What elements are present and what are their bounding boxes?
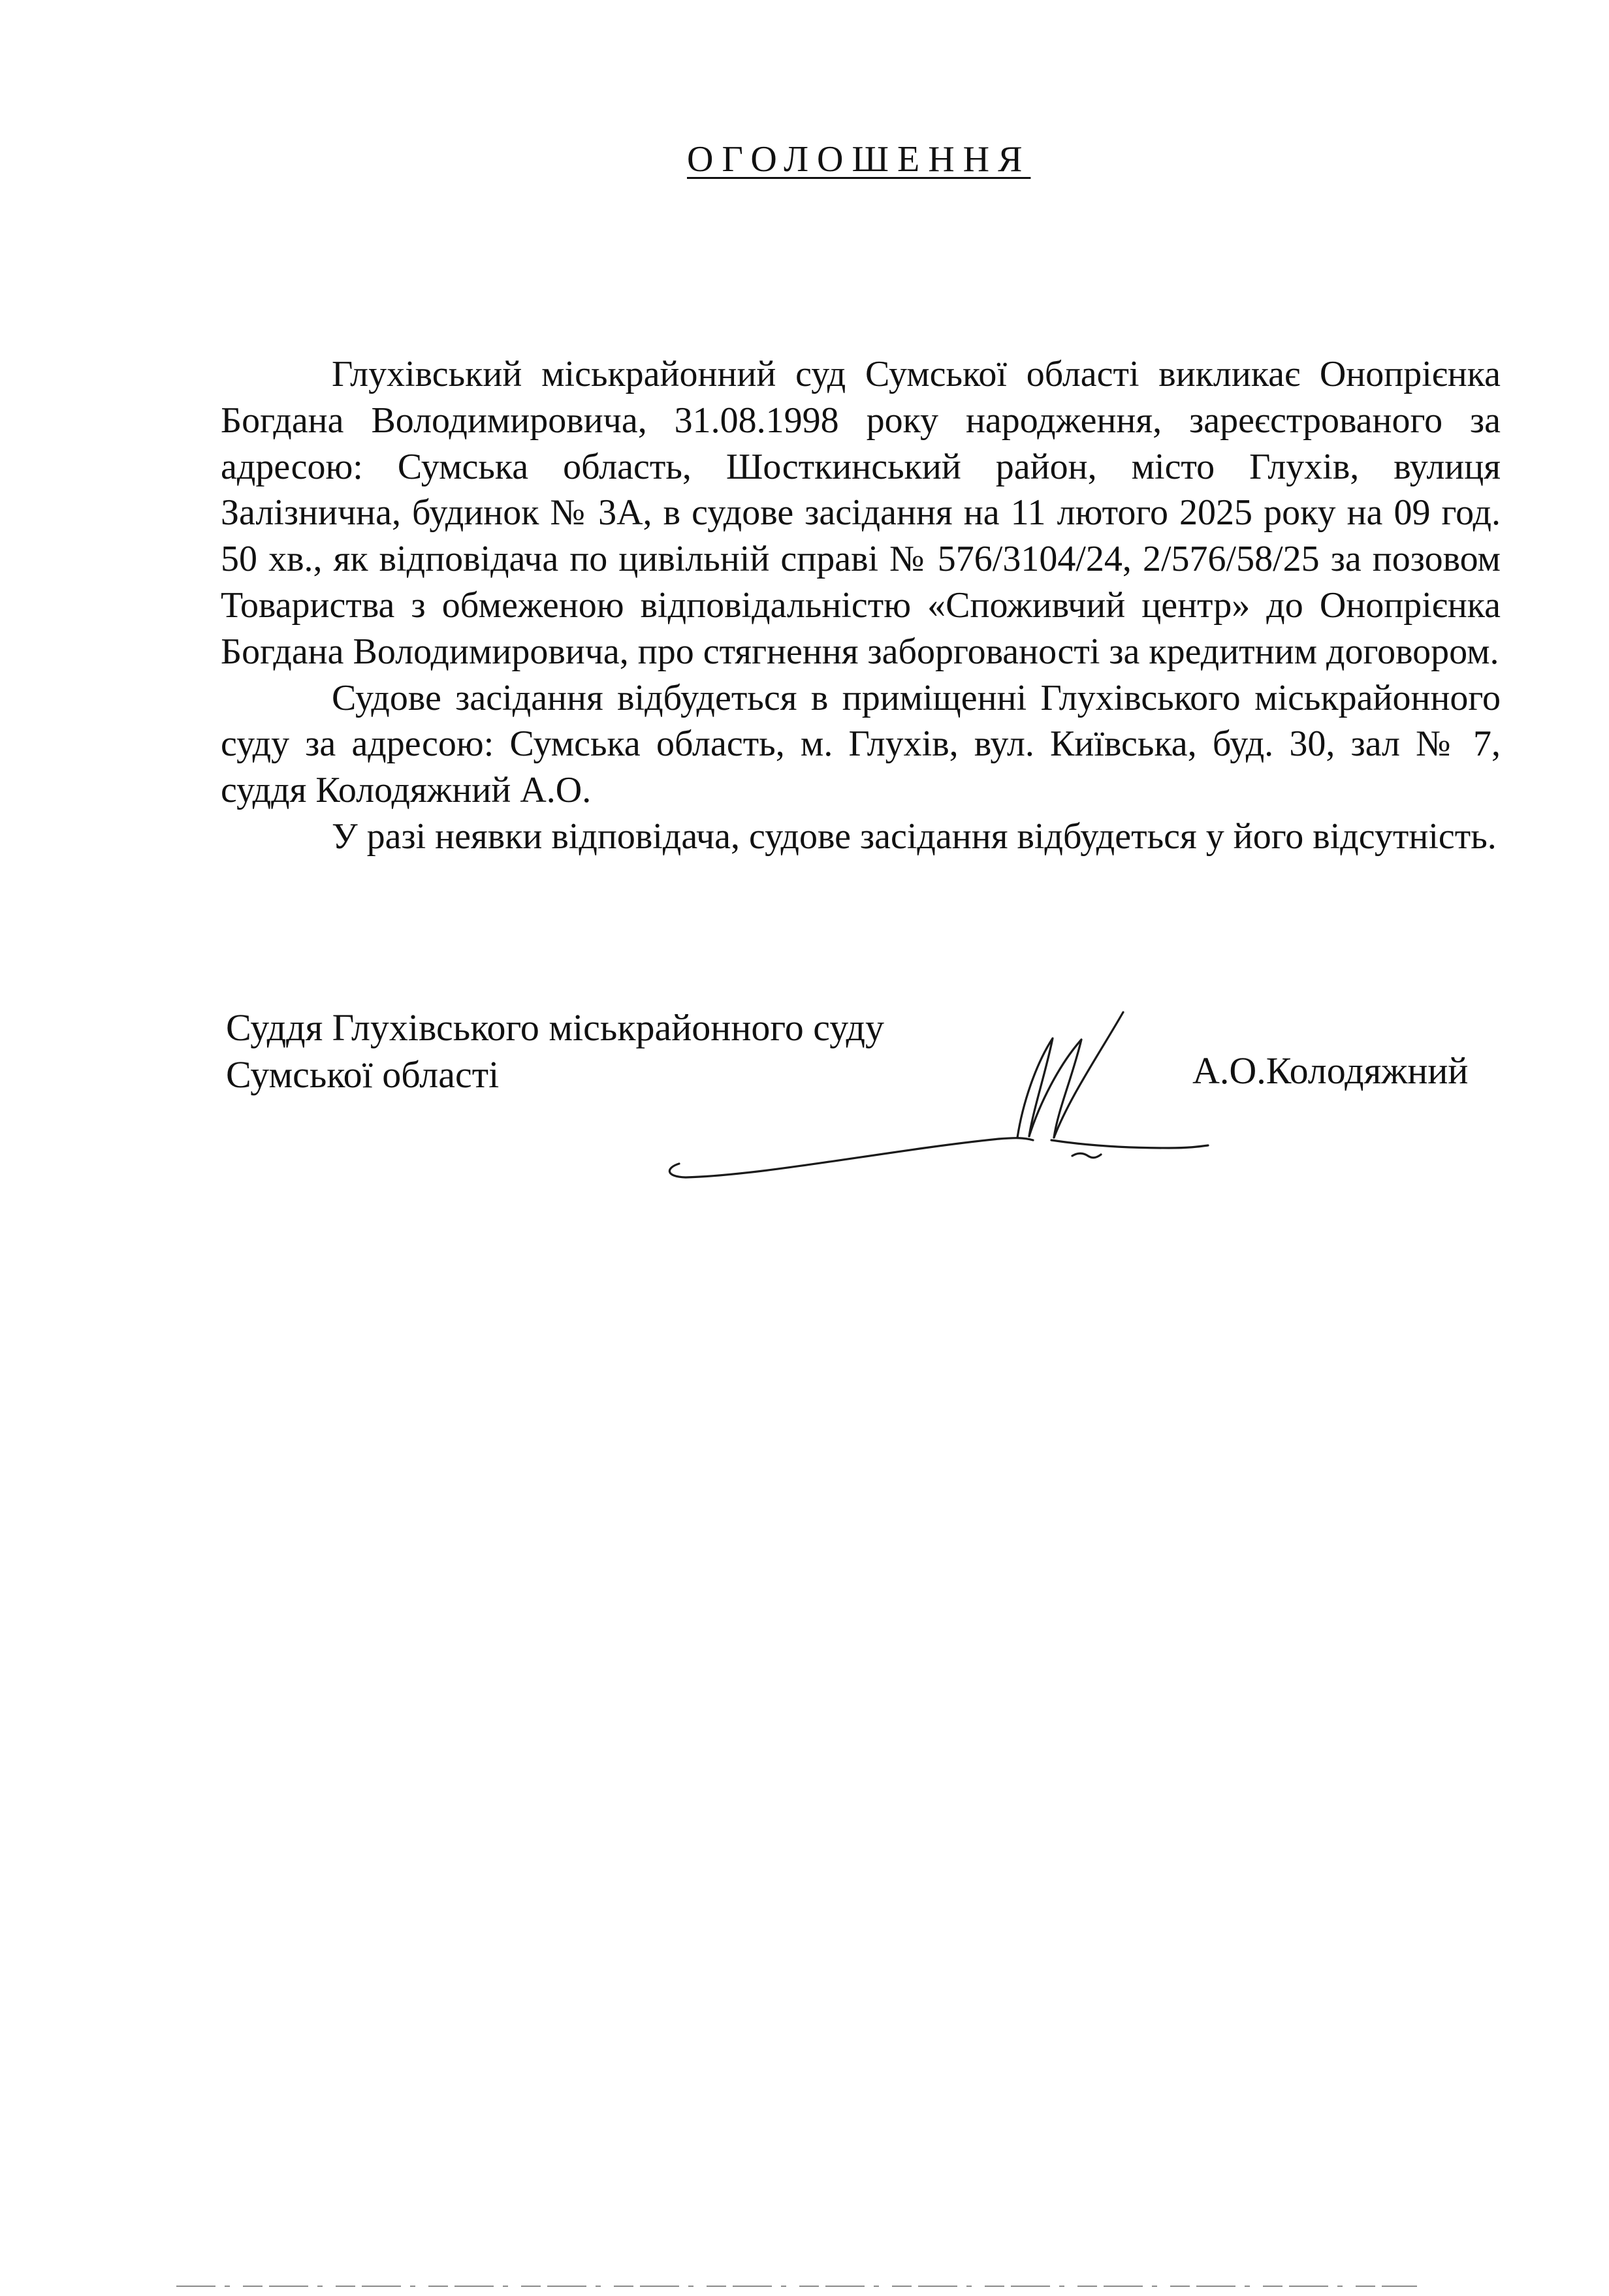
paragraph-hearing-location: Судове засідання відбудеться в приміщенні Глухівського міськрайонного суду за адресою: Сумська область, м. Глухів, вул. Київська, буд. 30, зал № 7, суддя Колодяжний А.О. (221, 677, 1501, 811)
judge-position-line-1: Суддя Глухівського міськрайонного суду (226, 1006, 885, 1049)
judge-name: А.О.Колодяжний (1192, 1049, 1469, 1092)
announcement-body (221, 351, 1501, 860)
handwritten-signature (660, 993, 1221, 1188)
announcement-title: ОГОЛОШЕННЯ (687, 139, 1031, 180)
judge-position-line-2: Сумської області (226, 1053, 500, 1096)
paragraph-absence-notice: У разі неявки відповідача, судове засідання відбудеться у його відсутність. (332, 816, 1497, 857)
scan-border-artifact (176, 2284, 1417, 2288)
paragraph-summons: Глухівський міськрайонний суд Сумської області викликає Онопрієнка Богдана Володимировича, 31.08.1998 року народження, зареєстрованого за адресою: Сумська область, Шосткинський район, місто Глухів, вулиця Залізнична, будинок № 3А, в судове засідання на 11 лютого 2025 року на 09 год. 50 хв., як відповідача по цивільній справі № 576/3104/24, 2/576/58/25 за позовом Товариства з обмеженою відповідальністю «Споживчий центр» до Онопрієнка Богдана Володимировича, про стягнення заборгованості за кредитним договором. (221, 354, 1501, 672)
